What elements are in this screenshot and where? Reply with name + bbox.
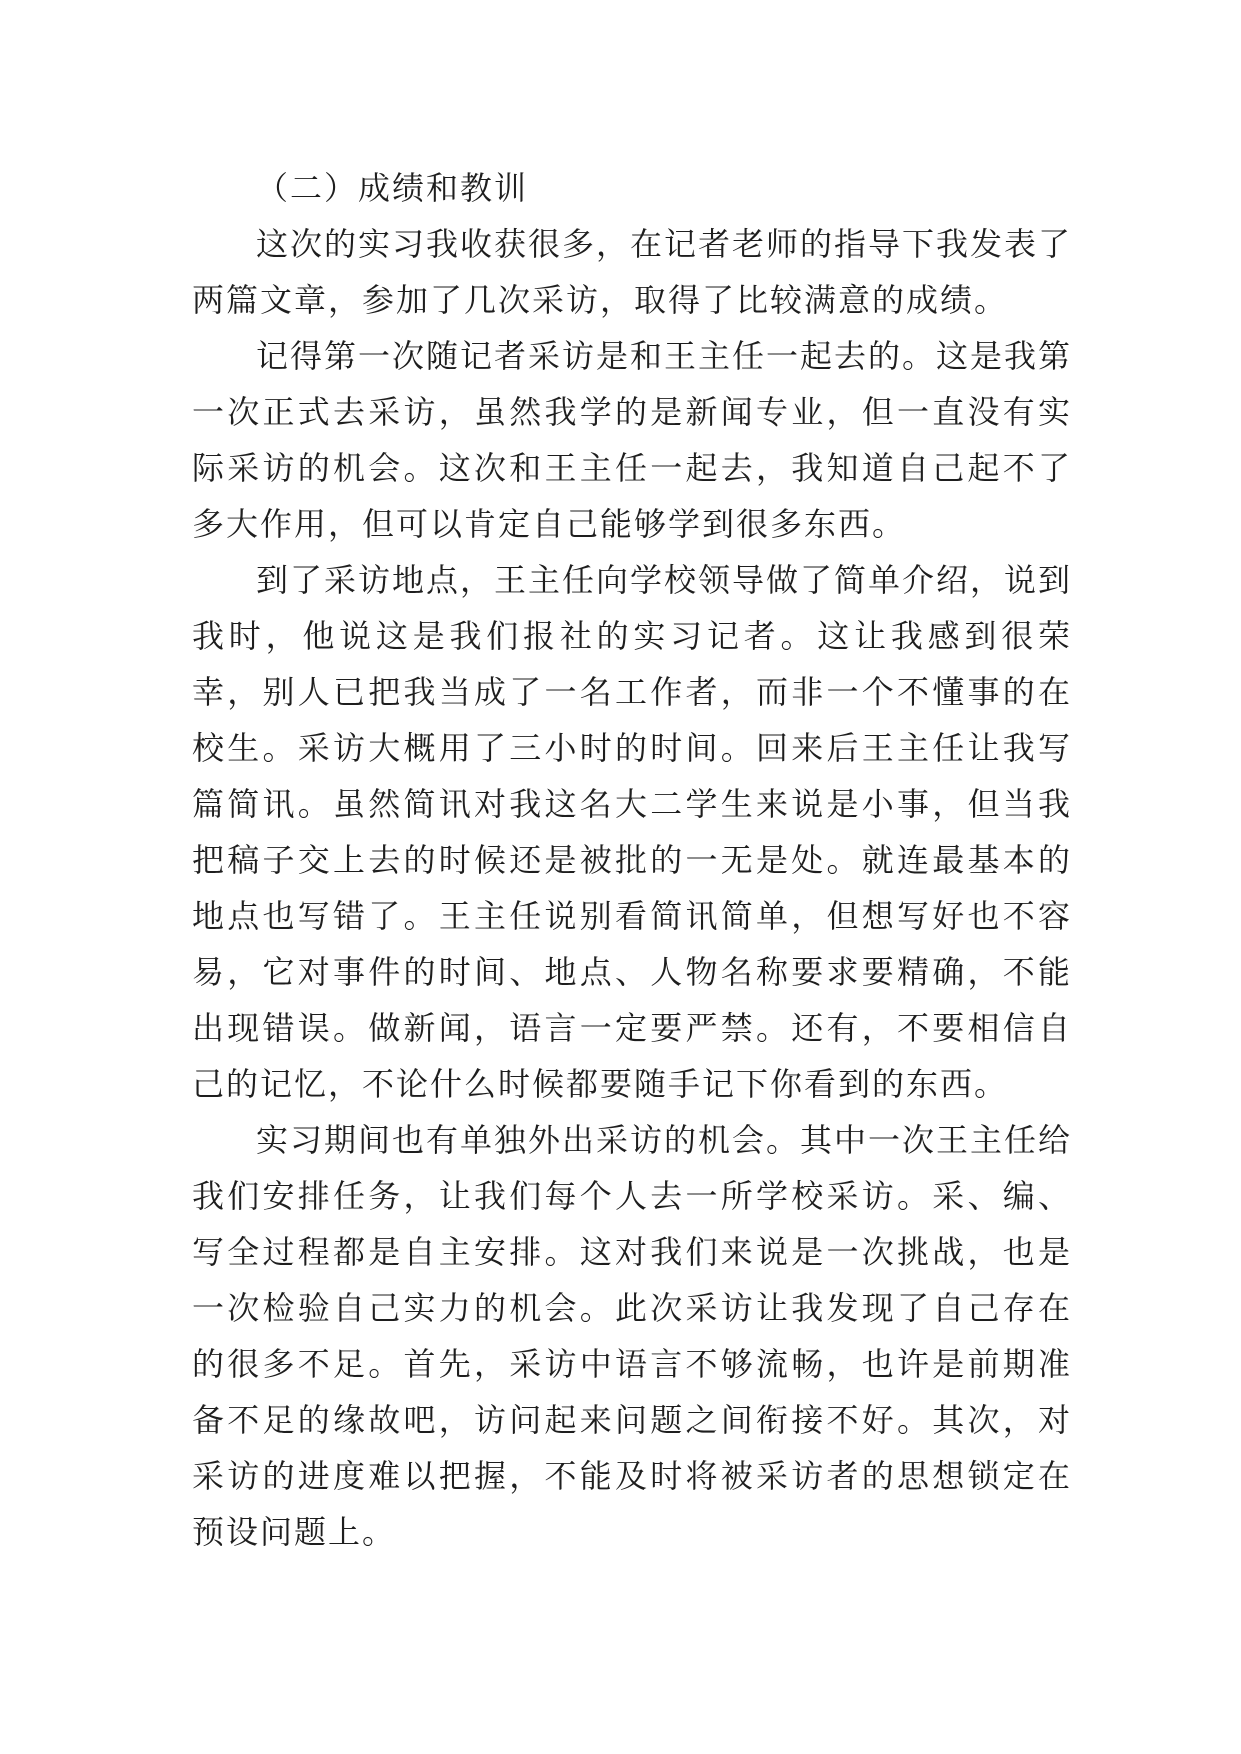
section-heading: （二）成绩和教训 (256, 169, 529, 207)
paragraph-news-brief: 到了采访地点，王主任向学校领导做了简单介绍，说到我时，他说这是我们报社的实习记者。这让我感到很荣幸，别人已把我当成了一名工作者，而非一个不懂事的在校生。采访大概用了三小时的时间。回来后王主任让我写篇简讯。虽然简讯对我这名大二学生来说是小事，但当我把稿子交上去的时候还是被批的一无是处。就连最基本的地点也写错了。王主任说别看简讯简单，但想写好也不容易，它对事件的时间、地点、人物名称要求要精确，不能出现错误。做新闻，语言一定要严禁。还有，不要相信自己的记忆，不论什么时候都要随手记下你看到的东西。 (192, 561, 1073, 1103)
paragraph-first-interview: 记得第一次随记者采访是和王主任一起去的。这是我第一次正式去采访，虽然我学的是新闻专业，但一直没有实际采访的机会。这次和王主任一起去，我知道自己起不了多大作用，但可以肯定自己能够学到很多东西。 (192, 337, 1073, 543)
paragraph-solo-interview: 实习期间也有单独外出采访的机会。其中一次王主任给我们安排任务，让我们每个人去一所学校采访。采、编、写全过程都是自主安排。这对我们来说是一次挑战，也是一次检验自己实力的机会。此次采访让我发现了自己存在的很多不足。首先，采访中语言不够流畅，也许是前期准备不足的缘故吧，访问起来问题之间衔接不好。其次，对采访的进度难以把握，不能及时将被采访者的思想锁定在预设问题上。 (192, 1121, 1073, 1551)
paragraph-achievements: 这次的实习我收获很多，在记者老师的指导下我发表了两篇文章，参加了几次采访，取得了比较满意的成绩。 (192, 225, 1073, 319)
document-body (192, 160, 1072, 1560)
